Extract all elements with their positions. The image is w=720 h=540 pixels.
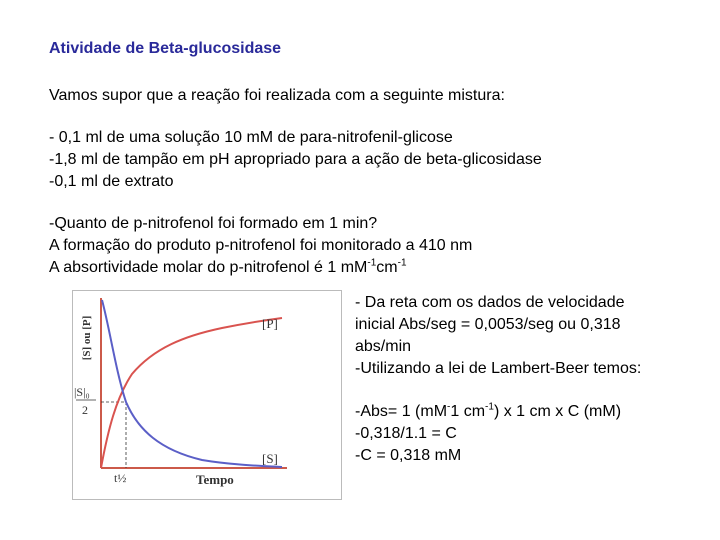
substrate-curve-label: [S]	[262, 451, 278, 466]
x-axis-label: Tempo	[196, 472, 234, 487]
exponent: -1	[397, 257, 407, 269]
equation-line-2: -0,318/1.1 = C	[355, 425, 457, 442]
exponent: -	[447, 401, 451, 413]
mixture-item-3: -0,1 ml de extrato	[49, 173, 174, 190]
note-line-3: abs/min	[355, 338, 412, 355]
note-line-2: inicial Abs/seg = 0,0053/seg ou 0,318	[355, 316, 621, 333]
equation-part: -Abs= 1 (mM	[355, 403, 448, 420]
equation-part: 1 cm	[450, 403, 486, 420]
t-half-label: t½	[114, 471, 127, 485]
question-line-2: A formação do produto p-nitrofenol foi monitorado a 410 nm	[49, 237, 473, 254]
page-title: Atividade de Beta-glucosidase	[49, 40, 282, 57]
equation-line-1	[355, 402, 621, 422]
intro-text: Vamos supor que a reação foi realizada com a seguinte mistura:	[49, 87, 505, 104]
equation-part: ) x 1 cm x C (mM)	[493, 403, 622, 420]
mixture-item-2: -1,8 ml de tampão em pH apropriado para a ação de beta-glicosidase	[49, 151, 542, 168]
note-line-4: -Utilizando a lei de Lambert-Beer temos:	[355, 360, 642, 377]
half-denominator: 2	[82, 403, 88, 417]
note-line-1: - Da reta com os dados de velocidade	[355, 294, 625, 311]
absorptivity-text: A absortividade molar do p-nitrofenol é 1 mM	[49, 259, 368, 276]
question-line-3	[49, 258, 407, 278]
unit-cm: cm	[376, 259, 398, 276]
exponent: -1	[485, 401, 494, 413]
product-curve-label: [P]	[262, 316, 278, 331]
mixture-item-1: - 0,1 ml de uma solução 10 mM de para-nitrofenil-glicose	[49, 129, 453, 146]
kinetics-figure	[72, 290, 342, 500]
exponent: -1	[367, 257, 377, 269]
y-axis-label: [S] ou [P]	[81, 315, 93, 361]
initial-substrate-label: |S|₀	[74, 385, 90, 399]
question-line-1: -Quanto de p-nitrofenol foi formado em 1 min?	[49, 215, 378, 232]
equation-line-3: -C = 0,318 mM	[355, 447, 462, 464]
